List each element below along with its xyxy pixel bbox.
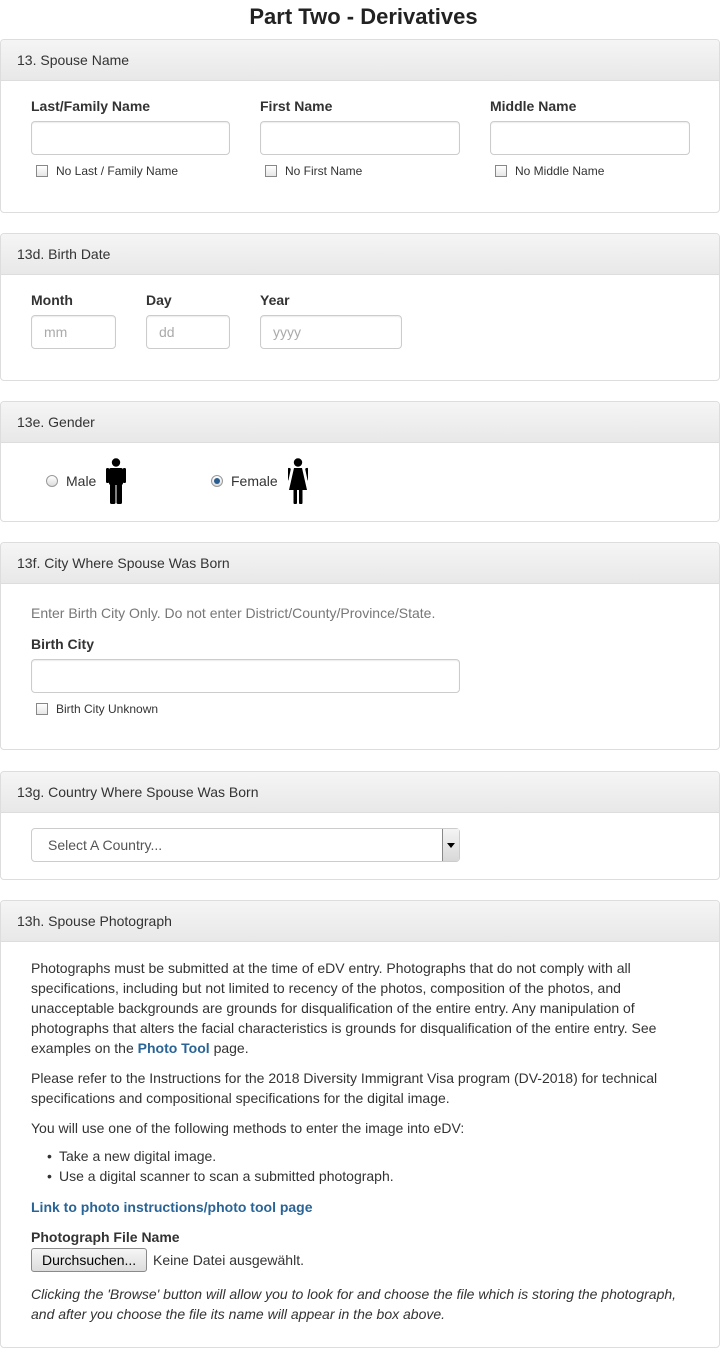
male-radio[interactable] [46,475,58,487]
no-first-name-option[interactable] [265,164,362,178]
birth-city-unknown-checkbox[interactable] [36,703,48,715]
no-file-text: Keine Datei ausgewählt. [153,1252,304,1268]
birth-city-label: Birth City [31,636,94,652]
photo-req-line-5: examples on the [31,1040,138,1056]
year-label: Year [260,292,290,308]
country-select-value: Select A Country... [48,837,163,853]
female-option[interactable] [211,458,308,504]
birth-city-input[interactable] [31,659,460,693]
no-first-name-checkbox[interactable] [265,165,277,177]
photo-req-line-3: unacceptable backgrounds are grounds for disqualification of the entire entry. Any manipulation of [31,1000,635,1016]
country-select[interactable] [31,828,460,862]
birth-country-heading: 13g. Country Where Spouse Was Born [1,772,719,813]
no-middle-name-label: No Middle Name [515,164,605,178]
page-title: Part Two - Derivatives [249,4,478,29]
day-label: Day [146,292,172,308]
first-name-input[interactable] [260,121,460,155]
spouse-name-heading: 13. Spouse Name [1,40,719,81]
photo-req-line-1: Photographs must be submitted at the time of eDV entry. Photographs that do not comply with all [31,960,631,976]
male-label: Male [66,473,97,489]
female-label: Female [231,473,278,489]
method-item-digital: • Take a new digital image. [59,1148,216,1164]
female-icon [288,458,308,504]
browse-note [31,1284,691,1324]
day-input[interactable] [146,315,230,349]
month-input[interactable] [31,315,116,349]
birth-city-help: Enter Birth City Only. Do not enter District/County/Province/State. [31,605,436,621]
no-middle-name-option[interactable] [495,164,604,178]
no-last-name-checkbox[interactable] [36,165,48,177]
middle-name-label: Middle Name [490,98,577,114]
birth-country-panel [0,771,720,880]
photo-instructions-link[interactable]: Link to photo instructions/photo tool page [31,1199,313,1215]
gender-heading: 13e. Gender [1,402,719,443]
first-name-label: First Name [260,98,333,114]
photo-heading: 13h. Spouse Photograph [1,901,719,942]
photo-requirements-text [31,958,691,1058]
browse-note-line-1: Clicking the 'Browse' button will allow you to look for and choose the file which is storing the photograph, [31,1286,677,1302]
photo-instructions-text [31,1068,691,1108]
month-label: Month [31,292,73,308]
photo-req-line-2: specifications, including but not limited to recency of the photos, composition of the photos, and [31,980,621,996]
birth-date-heading: 13d. Birth Date [1,234,719,275]
middle-name-input[interactable] [490,121,690,155]
photo-methods-intro: You will use one of the following methods to enter the image into eDV: [31,1120,465,1136]
browse-button[interactable]: Durchsuchen... [31,1248,147,1272]
gender-panel [0,401,720,522]
last-name-label: Last/Family Name [31,98,151,114]
photo-req-line-4: photographs that alters the facial characteristics is grounds for disqualification of the entire entry. See [31,1020,657,1036]
male-option[interactable] [46,458,126,504]
no-middle-name-checkbox[interactable] [495,165,507,177]
last-name-input[interactable] [31,121,230,155]
photo-panel [0,900,720,1348]
browse-note-line-2: and after you choose the file its name will appear in the box above. [31,1306,446,1322]
female-radio[interactable] [211,475,223,487]
no-last-name-option[interactable] [36,164,178,178]
photo-file-label: Photograph File Name [31,1229,180,1245]
no-first-name-label: No First Name [285,164,363,178]
no-last-name-label: No Last / Family Name [56,164,179,178]
photo-req-line-5-end: page. [209,1040,249,1056]
birth-city-unknown-label: Birth City Unknown [56,702,159,716]
spouse-name-panel [0,39,720,213]
birth-city-panel [0,542,720,750]
birth-date-panel [0,233,720,381]
male-icon [106,458,126,504]
photo-instr-line-2: specifications and compositional specifications for the digital image. [31,1090,450,1106]
method-item-scanner: • Use a digital scanner to scan a submitted photograph. [59,1168,394,1184]
chevron-down-icon[interactable] [442,829,459,861]
birth-city-heading: 13f. City Where Spouse Was Born [1,543,719,584]
year-input[interactable] [260,315,402,349]
birth-city-unknown-option[interactable] [36,702,158,716]
photo-instr-line-1: Please refer to the Instructions for the 2018 Diversity Immigrant Visa program (DV-2018) for technical [31,1070,658,1086]
photo-tool-link[interactable]: Photo Tool [137,1040,210,1056]
